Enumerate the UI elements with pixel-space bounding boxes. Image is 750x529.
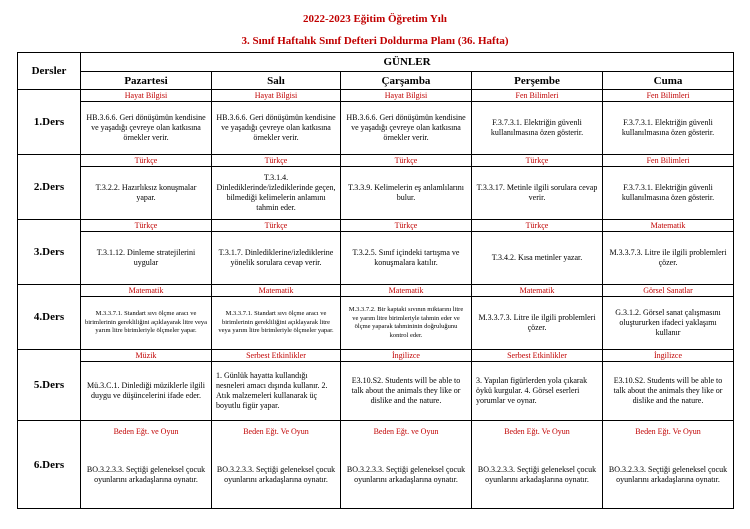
plan-cell (341, 155, 472, 220)
subject-label: Fen Bilimleri (603, 155, 733, 167)
subject-label: Beden Eğt. ve Oyun (373, 426, 439, 436)
lesson-label: 1.Ders (18, 90, 81, 155)
plan-cell (472, 220, 603, 285)
lesson-row (18, 90, 734, 155)
objective-text: HB.3.6.6. Geri dönüşümün kendisine ve yaşadığı çevreye olan katkısına örnekler verir. (346, 113, 466, 142)
lesson-label: 3.Ders (18, 220, 81, 285)
plan-cell (212, 285, 341, 350)
objective-text: M.3.3.7.2. Bir kaptaki sıvının miktarını litre ve yarım litre birimleriyle tahmin eder ve ölçme yaparak tahmininin doğruluğunu kontrol eder. (348, 306, 464, 339)
subject-label: Beden Eğt. ve Oyun (113, 426, 179, 436)
plan-cell (212, 220, 341, 285)
subject-label: Türkçe (341, 155, 471, 167)
lesson-label: 2.Ders (18, 155, 81, 220)
objective-text: T.3.1.7. Dinlediklerine/izlediklerine yönelik sorulara cevap verir. (218, 248, 334, 267)
subject-label: Hayat Bilgisi (341, 90, 471, 102)
subject-label: Türkçe (212, 155, 340, 167)
plan-cell (341, 285, 472, 350)
plan-cell (81, 220, 212, 285)
plan-cell (212, 90, 341, 155)
plan-cell (472, 285, 603, 350)
subject-label: Türkçe (341, 220, 471, 232)
plan-cell (81, 350, 212, 421)
lesson-label: 6.Ders (18, 421, 81, 509)
gunler-header: GÜNLER (81, 53, 734, 72)
page-subtitle: 3. Sınıf Haftalık Sınıf Defteri Doldurma Planı (36. Hafta) (241, 35, 509, 47)
objective-text: T.3.1.12. Dinleme stratejilerini uygular (96, 248, 196, 267)
weekly-plan-table (17, 52, 734, 509)
subject-label: Türkçe (472, 220, 602, 232)
subject-label: Matematik (603, 220, 733, 232)
objective-text: M.3.3.7.3. Litre ile ilgili problemleri çözer. (609, 248, 727, 267)
objective-text: T.3.3.17. Metinle ilgili sorulara cevap verir. (476, 183, 598, 202)
lesson-row (18, 421, 734, 509)
plan-cell (472, 421, 603, 509)
objective-text: BO.3.2.3.3. Seçtiği geleneksel çocuk oyunlarını arkadaşlarına oynatır. (477, 464, 597, 484)
objective-text: HB.3.6.6. Geri dönüşümün kendisine ve yaşadığı çevreye olan katkısına örnekler verir. (216, 113, 336, 142)
plan-cell (603, 350, 734, 421)
objective-text: BO.3.2.3.3. Seçtiği geleneksel çocuk oyunlarını arkadaşlarına oynatır. (86, 464, 206, 484)
subject-label: Görsel Sanatlar (603, 285, 733, 297)
objective-text: M.3.3.7.3. Litre ile ilgili problemleri çözer. (478, 313, 596, 332)
plan-cell (603, 220, 734, 285)
plan-cell (212, 155, 341, 220)
day-header-wednesday: Çarşamba (341, 72, 472, 90)
objective-text: 3. Yapılan figürlerden yola çıkarak öykü kurgular. 4. Görsel eserleri yorumlar ve oynar. (476, 376, 588, 405)
day-header-thursday: Perşembe (472, 72, 603, 90)
plan-cell (212, 350, 341, 421)
day-header-monday: Pazartesi (81, 72, 212, 90)
plan-cell (81, 285, 212, 350)
subject-label: Matematik (212, 285, 340, 297)
plan-cell (81, 155, 212, 220)
objective-text: F.3.7.3.1. Elektriğin güvenli kullanılmasına özen gösterir. (621, 183, 715, 202)
subject-label: Serbest Etkinlikler (212, 350, 340, 362)
plan-cell (212, 421, 341, 509)
objective-text: Mü.3.C.1. Dinlediği müziklerle ilgili duygu ve düşüncelerini ifade eder. (87, 381, 205, 400)
day-header-friday: Cuma (603, 72, 734, 90)
day-header-tuesday: Salı (212, 72, 341, 90)
subject-label: Matematik (341, 285, 471, 297)
subject-label: Hayat Bilgisi (81, 90, 211, 102)
objective-text: BO.3.2.3.3. Seçtiği geleneksel çocuk oyunlarını arkadaşlarına oynatır. (608, 464, 728, 484)
subject-label: Fen Bilimleri (603, 90, 733, 102)
subject-label: Beden Eğt. Ve Oyun (504, 426, 570, 436)
objective-text: BO.3.2.3.3. Seçtiği geleneksel çocuk oyunlarını arkadaşlarına oynatır. (346, 464, 466, 484)
plan-cell (603, 90, 734, 155)
plan-cell (81, 421, 212, 509)
subject-label: Türkçe (81, 155, 211, 167)
plan-cell (341, 350, 472, 421)
subject-label: Matematik (81, 285, 211, 297)
lesson-label: 4.Ders (18, 285, 81, 350)
lesson-row (18, 350, 734, 421)
plan-cell (81, 90, 212, 155)
objective-text: F.3.7.3.1. Elektriğin güvenli kullanılmasına özen gösterir. (621, 118, 715, 137)
subject-label: Matematik (472, 285, 602, 297)
objective-text: T.3.4.2. Kısa metinler yazar. (491, 253, 583, 262)
objective-text: HB.3.6.6. Geri dönüşümün kendisine ve yaşadığı çevreye olan katkısına örnekler verir. (86, 113, 206, 142)
objective-text: E3.10.S2. Students will be able to talk about the animals they like or dislike and the nature. (613, 376, 723, 405)
plan-cell (341, 220, 472, 285)
objective-text: T.3.2.2. Hazırlıksız konuşmalar yapar. (95, 183, 197, 202)
plan-cell (472, 155, 603, 220)
lesson-row (18, 155, 734, 220)
subject-label: İngilizce (341, 350, 471, 362)
objective-text: M.3.3.7.1. Standart sıvı ölçme aracı ve birimlerinin gerekliliğini açıklayarak litre veya yarım litre birimleriyle ölçmeler yapar. (218, 310, 334, 335)
lesson-label: 5.Ders (18, 350, 81, 421)
plan-cell (603, 421, 734, 509)
subject-label: Hayat Bilgisi (212, 90, 340, 102)
subject-label: Beden Eğt. Ve Oyun (243, 426, 309, 436)
page-title: 2022-2023 Eğitim Öğretim Yılı (303, 13, 447, 25)
lesson-row (18, 285, 734, 350)
objective-text: T.3.3.9. Kelimelerin eş anlamlılarını bulur. (347, 183, 465, 202)
subject-label: Serbest Etkinlikler (472, 350, 602, 362)
subject-label: Müzik (81, 350, 211, 362)
objective-text: BO.3.2.3.3. Seçtiği geleneksel çocuk oyunlarını arkadaşlarına oynatır. (216, 464, 336, 484)
subject-label: Türkçe (472, 155, 602, 167)
plan-cell (472, 90, 603, 155)
objective-text: E3.10.S2. Students will be able to talk about the animals they like or dislike and the nature. (351, 376, 461, 405)
lesson-row (18, 220, 734, 285)
plan-cell (472, 350, 603, 421)
subject-label: Türkçe (81, 220, 211, 232)
dersler-header: Dersler (18, 53, 81, 90)
objective-text: G.3.1.2. Görsel sanat çalışmasını oluştururken ifadeci yaklaşımı kullanır (615, 308, 721, 337)
subject-label: Fen Bilimleri (472, 90, 602, 102)
objective-text: T.3.1.4. Dinlediklerinde/izlediklerinde geçen, bilmediği kelimelerin anlamını tahmin eder. (216, 173, 336, 212)
plan-cell (603, 155, 734, 220)
objective-text: T.3.2.5. Sınıf içindeki tartışma ve konuşmalara katılır. (352, 248, 460, 267)
plan-cell (341, 421, 472, 509)
plan-cell (341, 90, 472, 155)
objective-text: M.3.3.7.1. Standart sıvı ölçme aracı ve birimlerinin gerekliliğini açıklayarak litre veya yarım litre birimleriyle ölçmeler yapar. (85, 310, 208, 335)
subject-label: İngilizce (603, 350, 733, 362)
objective-text: 1. Günlük hayatta kullandığı nesneleri amacı dışında kullanır. 2. Atık malzemeleri kullanarak üç boyutlu figür yapar. (216, 371, 328, 410)
subject-label: Türkçe (212, 220, 340, 232)
plan-cell (603, 285, 734, 350)
subject-label: Beden Eğt. Ve Oyun (635, 426, 701, 436)
objective-text: F.3.7.3.1. Elektriğin güvenli kullanılmasına özen gösterir. (490, 118, 584, 137)
